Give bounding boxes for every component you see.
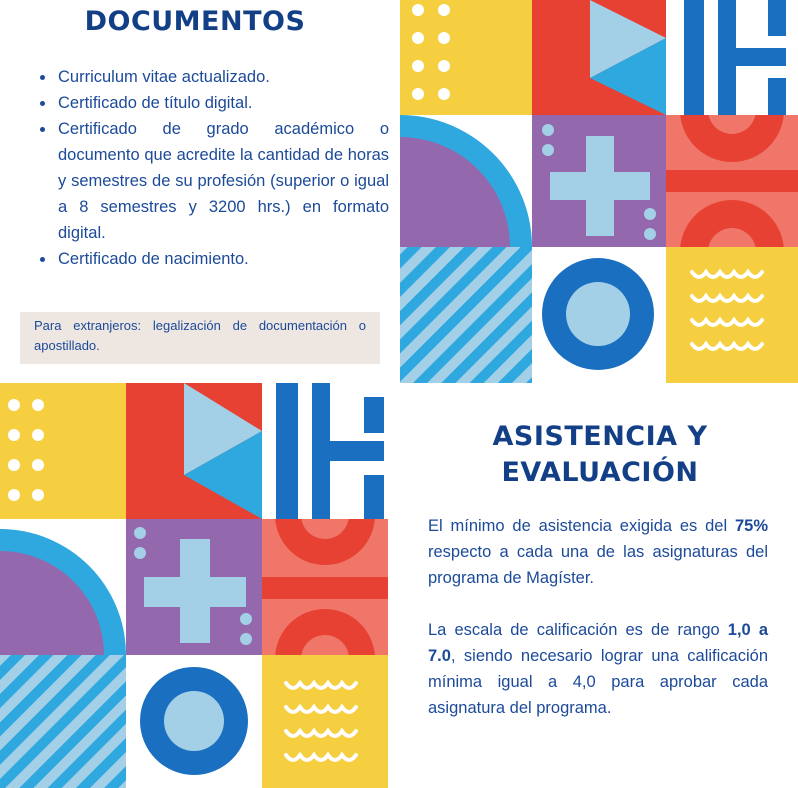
geometric-pattern-icon bbox=[400, 0, 798, 383]
geometric-art-top bbox=[400, 0, 798, 383]
grade-range: 1,0 a 7.0 bbox=[428, 621, 768, 665]
asistencia-section bbox=[400, 383, 798, 788]
text-segment: La escala de calificación es de rango bbox=[428, 621, 728, 639]
asistencia-title-line2: EVALUACIÓN bbox=[501, 457, 699, 488]
list-item: • Certificado de grado académico o documento que acredite la cantidad de horas y semestres de su profesión (superior o igual a 8 semestres y 3200 hrs.) en formato digital. bbox=[56, 116, 389, 246]
evaluacion-paragraph bbox=[428, 617, 768, 721]
list-item: • Certificado de título digital. bbox=[56, 90, 389, 116]
geometric-pattern-icon bbox=[0, 383, 400, 788]
text-segment: , siendo necesario lograr una calificación mínima igual a 4,0 para aprobar cada asignatura del programa. bbox=[428, 647, 768, 717]
asistencia-paragraph bbox=[428, 513, 768, 591]
documentos-section bbox=[0, 0, 400, 383]
documentos-title: DOCUMENTOS bbox=[84, 6, 306, 37]
documentos-list bbox=[34, 64, 389, 272]
text-segment: El mínimo de asistencia exigida es del bbox=[428, 517, 735, 535]
asistencia-title bbox=[400, 419, 798, 491]
attendance-percentage: 75% bbox=[734, 517, 768, 535]
extranjeros-note: Para extranjeros: legalización de documentación o apostillado. bbox=[20, 312, 380, 364]
text-segment: respecto a cada una de las asignaturas del programa de Magíster. bbox=[428, 543, 768, 587]
list-item: • Curriculum vitae actualizado. bbox=[56, 64, 389, 90]
list-item: • Certificado de nacimiento. bbox=[56, 246, 389, 272]
asistencia-title-line1: ASISTENCIA Y bbox=[492, 421, 708, 452]
geometric-art-bottom bbox=[0, 383, 400, 788]
